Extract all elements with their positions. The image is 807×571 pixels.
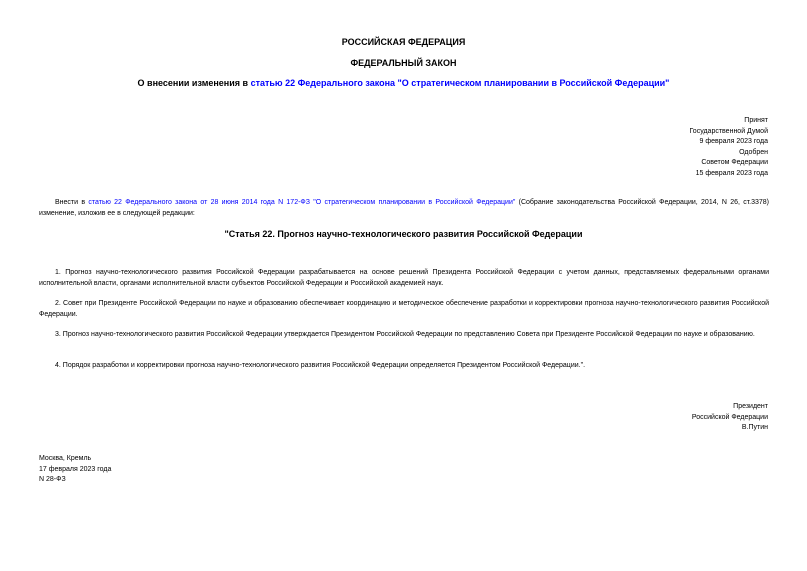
footer-block bbox=[39, 454, 111, 486]
intro-link[interactable]: статью 22 Федерального закона от 28 июня 2014 года N 172-ФЗ "О стратегическом планировании в Российской Федерации" bbox=[88, 199, 516, 206]
signature-block bbox=[692, 402, 768, 434]
signature-name: В.Путин bbox=[741, 424, 768, 431]
intro-suffix: (Собрание законодательства Российской Федерации, 2014, N 26, ст.3378) изменение, изложив ее в следующей редакции: bbox=[39, 199, 770, 217]
article-paragraph: 1. Прогноз научно-технологического развития Российской Федерации разрабатывается на основе решений Президента Российской Федерации с учетом данных, представляемых федеральными органами исполнительной власти, органами исполнительной власти субъектов Российской Федерации и Российской академией наук. bbox=[39, 269, 769, 287]
accepted-date: 9 февраля 2023 года bbox=[699, 138, 768, 145]
footer-number: N 28-ФЗ bbox=[39, 476, 66, 483]
accepted-by: Государственной Думой bbox=[689, 127, 768, 135]
document-title bbox=[0, 78, 807, 88]
approved-date: 15 февраля 2023 года bbox=[695, 169, 768, 177]
signature-position: Президент bbox=[733, 403, 768, 410]
signature-country: Российской Федерации bbox=[691, 413, 768, 421]
article-paragraph: 4. Порядок разработки и корректировки прогноза научно-технологического развития Российской Федерации определяется Президентом Российской Федерации.". bbox=[55, 362, 586, 369]
accepted-label: Принят bbox=[744, 117, 768, 124]
intro-paragraph bbox=[39, 198, 769, 219]
article-paragraph: 2. Совет при Президенте Российской Федерации по науке и образованию обеспечивает координацию и методическое обеспечение разработки и корректировки прогноза научно-технологического развития Российской Федерации. bbox=[39, 300, 769, 318]
approved-by: Советом Федерации bbox=[701, 159, 768, 166]
article-title: "Статья 22. Прогноз научно-технологического развития Российской Федерации bbox=[224, 229, 583, 239]
document-title-link[interactable]: статью 22 Федерального закона "О стратегическом планировании в Российской Федерации" bbox=[250, 78, 670, 88]
intro-prefix: Внести в bbox=[55, 199, 89, 206]
document-title-prefix: О внесении изменения в bbox=[137, 78, 251, 88]
adoption-block bbox=[689, 116, 768, 179]
country-heading: РОССИЙСКАЯ ФЕДЕРАЦИЯ bbox=[341, 37, 466, 47]
approved-label: Одобрен bbox=[739, 148, 768, 156]
document-type-heading: ФЕДЕРАЛЬНЫЙ ЗАКОН bbox=[350, 58, 457, 68]
footer-place: Москва, Кремль bbox=[39, 455, 92, 462]
article-paragraph: 3. Прогноз научно-технологического развития Российской Федерации утверждается Президентом Российской Федерации по представлению Совета при Президенте Российской Федерации по науке и образованию. bbox=[55, 331, 755, 338]
footer-date: 17 февраля 2023 года bbox=[39, 465, 112, 473]
